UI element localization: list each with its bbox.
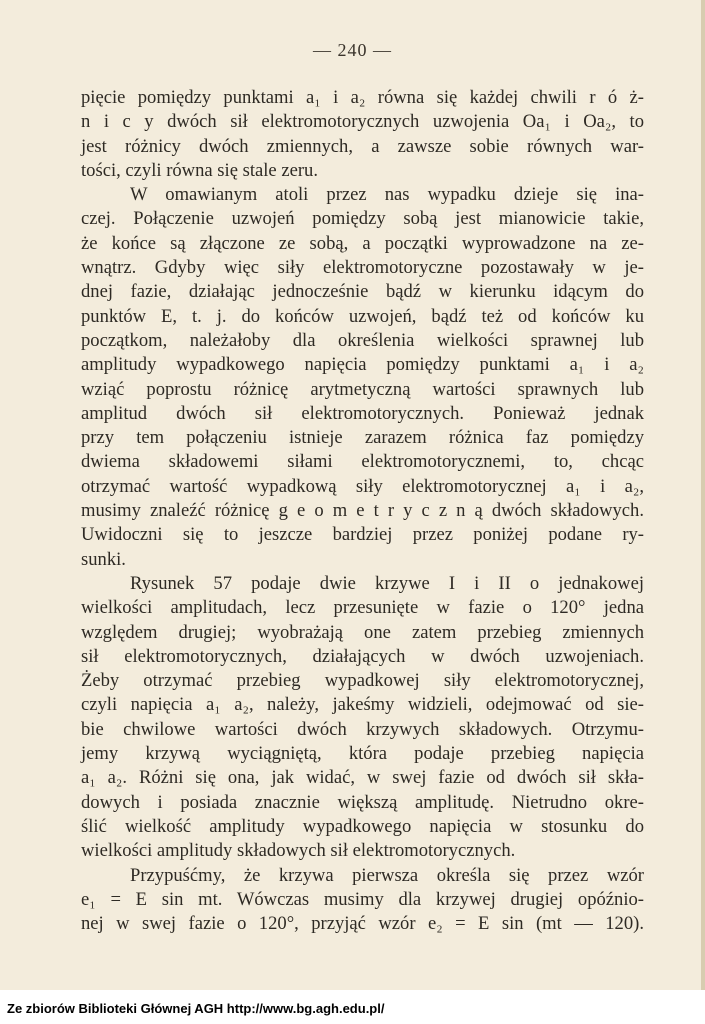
text-line: Uwidoczni się to jeszcze bardziej przez poniżej podane ry- — [81, 524, 644, 546]
text-line: dnej fazie, działając jednocześnie bądź w kierunku idącym do — [81, 281, 644, 303]
text-line: wnątrz. Gdyby więc siły elektromotoryczne pozostawały w je- — [81, 257, 644, 279]
text-line: n i c y dwóch sił elektromotorycznych uzwojenia Oa₁ i Oa₂, to — [81, 111, 644, 133]
text-line: ślić wielkość amplitudy wypadkowego napięcia w stosunku do — [81, 815, 644, 837]
text-line: wielkości amplitudach, lecz przesunięte w fazie o 120° jedna — [81, 597, 644, 619]
text-line: wielkości amplitudy składowych sił elektromotorycznych. — [81, 840, 516, 862]
text-line: Żeby otrzymać przebieg wypadkowej siły elektromotorycznej, — [81, 670, 644, 692]
text-line: e₁ = E sin mt. Wówczas musimy dla krzywej drugiej opóźnio- — [81, 888, 644, 910]
text-line: otrzymać wartość wypadkową siły elektromotorycznej a₁ i a₂, — [81, 475, 644, 497]
library-footer: Ze zbiorów Biblioteki Głównej AGH http://www.bg.agh.edu.pl/ — [7, 1001, 385, 1016]
text-line: że końce są złączone ze sobą, a początki wyprowadzone na ze- — [81, 232, 644, 254]
text-line: przy tem połączeniu istnieje zarazem różnica faz pomiędzy — [81, 427, 644, 449]
text-line: Rysunek 57 podaje dwie krzywe I i II o jednakowej — [130, 572, 644, 594]
text-line: czej. Połączenie uzwojeń pomiędzy sobą jest mianowicie takie, — [81, 208, 644, 230]
text-line: względem drugiej; wyobrażają one zatem przebieg zmiennych — [81, 621, 644, 643]
text-line: musimy znaleźć różnicę g e o m e t r y c z n ą dwóch składowych. — [81, 500, 644, 522]
text-line: sił elektromotorycznych, działających w dwóch uzwojeniach. — [81, 645, 644, 667]
text-line: nej w swej fazie o 120°, przyjąć wzór e₂ = E sin (mt — 120). — [81, 913, 644, 935]
text-line: sunki. — [81, 548, 126, 570]
text-line: czyli napięcia a₁ a₂, należy, jakeśmy widzieli, odejmować od sie- — [81, 694, 644, 716]
text-line: Przypuśćmy, że krzywa pierwsza określa się przez wzór — [130, 864, 644, 886]
text-line: W omawianym atoli przez nas wypadku dzieje się ina- — [130, 184, 644, 206]
text-line: tości, czyli równa się stale zeru. — [81, 159, 318, 181]
text-line: jemy krzywą wyciągniętą, która podaje przebieg napięcia — [81, 743, 644, 765]
text-line: wziąć poprostu różnicę arytmetyczną wartości sprawnych lub — [81, 378, 644, 400]
body-text — [81, 86, 644, 936]
text-line: punktów E, t. j. do końców uzwojeń, bądź też od końców ku — [81, 305, 644, 327]
text-line: dowych i posiada znacznie większą amplitudę. Nietrudno okre- — [81, 791, 644, 813]
text-line: początkom, należałoby dla określenia wielkości sprawnej lub — [81, 329, 644, 351]
text-line: dwiema składowemi siłami elektromotorycznemi, to, chcąc — [81, 451, 644, 473]
page-number: — 240 — — [313, 40, 392, 60]
text-line: amplitud dwóch sił elektromotorycznych. Ponieważ jednak — [81, 402, 644, 424]
text-line: amplitudy wypadkowego napięcia pomiędzy punktami a₁ i a₂ — [81, 354, 644, 376]
text-line: jest różnicy dwóch zmiennych, a zawsze sobie równych war- — [81, 135, 644, 157]
text-line: bie chwilowe wartości dwóch krzywych składowych. Otrzymu- — [81, 718, 644, 740]
text-line: a₁ a₂. Różni się ona, jak widać, w swej fazie od dwóch sił skła- — [81, 767, 644, 789]
text-line: pięcie pomiędzy punktami a₁ i a₂ równa się każdej chwili r ó ż- — [81, 87, 644, 108]
